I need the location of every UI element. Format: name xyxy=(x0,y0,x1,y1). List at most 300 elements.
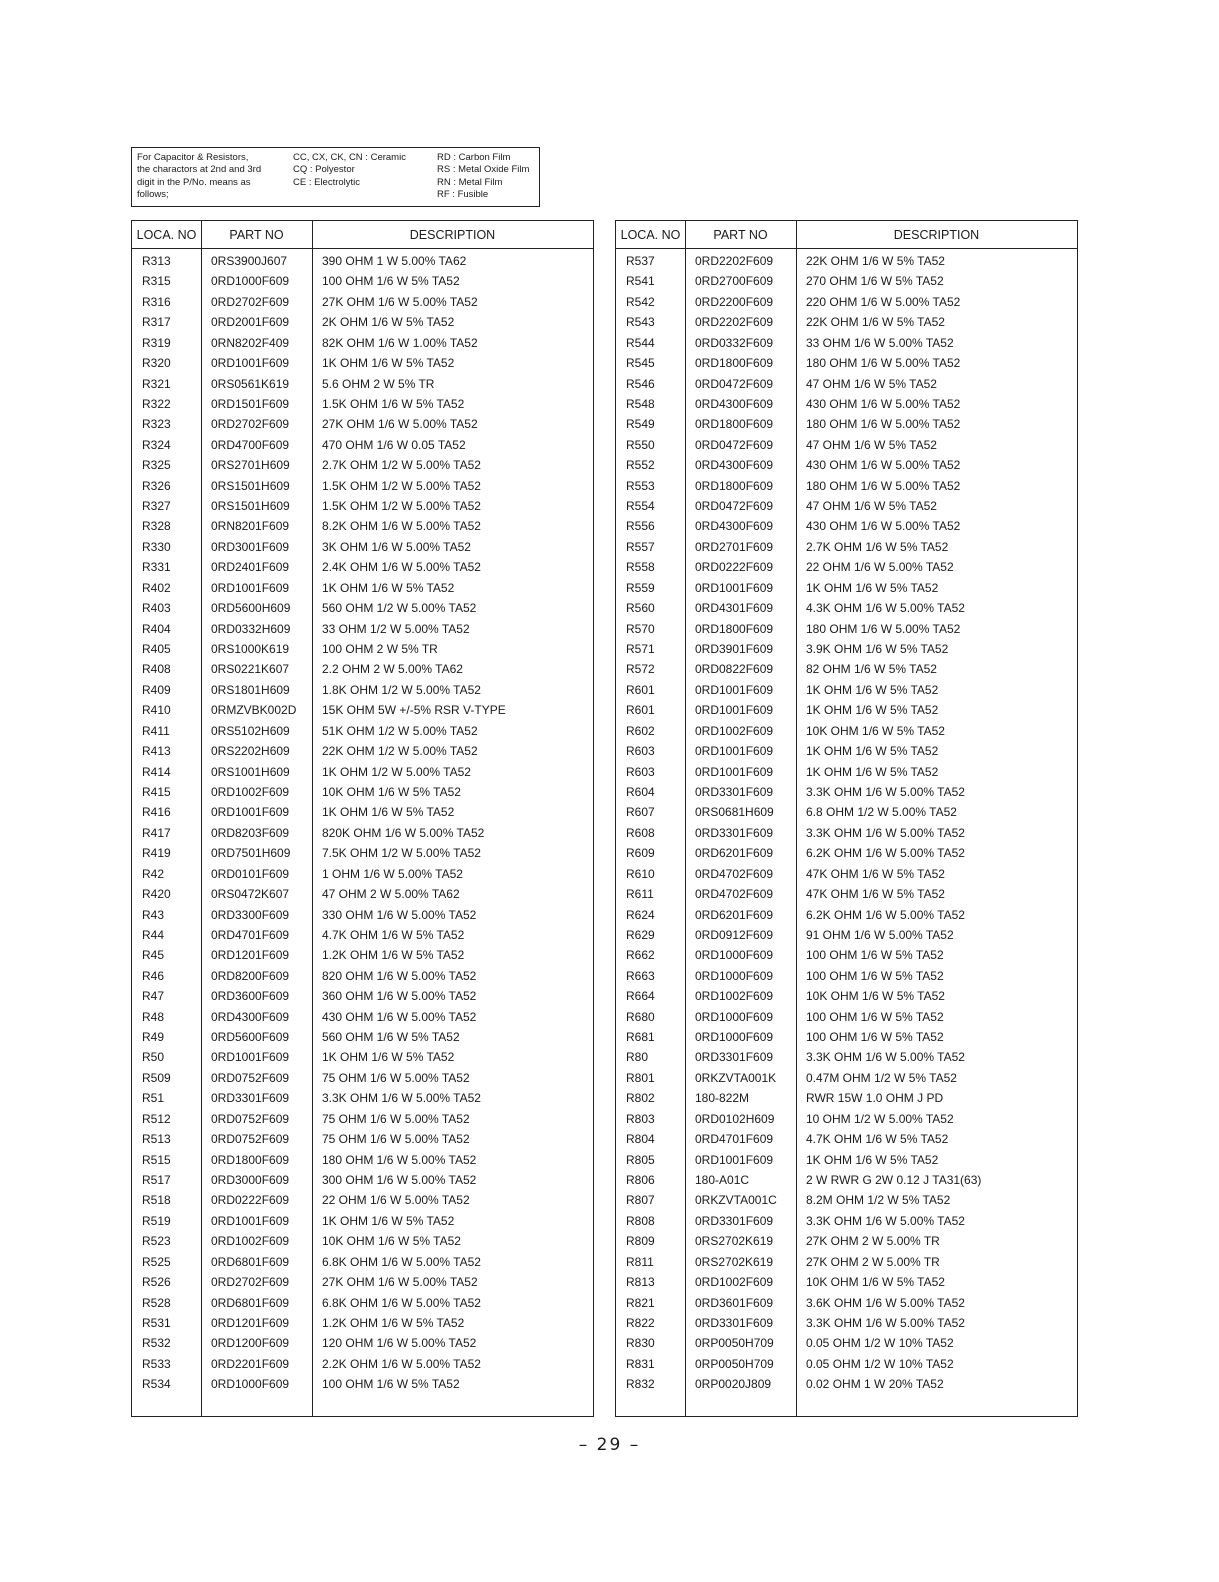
table-row xyxy=(616,1047,1077,1067)
loca-no-cell: R542 xyxy=(626,294,655,309)
description-cell: 100 OHM 1/6 W 5% TA52 xyxy=(322,1377,460,1392)
description-cell: 15K OHM 5W +/-5% RSR V-TYPE xyxy=(322,703,506,718)
loca-no-cell: R321 xyxy=(142,376,171,391)
loca-no-cell: R534 xyxy=(142,1377,171,1392)
table-row xyxy=(132,864,593,884)
loca-no-cell: R404 xyxy=(142,621,171,636)
table-row xyxy=(616,1170,1077,1190)
table-row xyxy=(132,374,593,394)
table-row xyxy=(616,1293,1077,1313)
loca-no-cell: R330 xyxy=(142,539,171,554)
part-no-cell: 0RD0912F609 xyxy=(695,927,774,942)
part-no-cell: 0RD2200F609 xyxy=(695,294,774,309)
loca-no-cell: R680 xyxy=(626,1009,655,1024)
loca-no-cell: R809 xyxy=(626,1234,655,1249)
description-cell: 1.5K OHM 1/2 W 5.00% TA52 xyxy=(322,478,481,493)
description-cell: 1K OHM 1/6 W 5% TA52 xyxy=(806,580,939,595)
part-no-cell: 0RD0752F609 xyxy=(211,1132,290,1147)
table-row xyxy=(132,1068,593,1088)
part-no-cell: 0RD2702F609 xyxy=(211,1275,290,1290)
table-row xyxy=(132,1129,593,1149)
part-no-cell: 0RD5600F609 xyxy=(211,1030,290,1045)
description-cell: 22K OHM 1/6 W 5% TA52 xyxy=(806,254,945,268)
loca-no-cell: R544 xyxy=(626,335,655,350)
loca-no-cell: R601 xyxy=(626,682,655,697)
description-cell: 1K OHM 1/6 W 5% TA52 xyxy=(322,356,455,371)
part-no-cell: 0RD1002F609 xyxy=(695,1275,774,1290)
part-no-cell: 0RD3301F609 xyxy=(211,1091,290,1106)
table-row xyxy=(132,619,593,639)
description-cell: 180 OHM 1/6 W 5.00% TA52 xyxy=(806,356,961,371)
table-row xyxy=(132,1252,593,1272)
table-row xyxy=(132,802,593,822)
part-no-cell: 0RD1000F609 xyxy=(211,1377,290,1392)
legend-line: RS : Metal Oxide Film xyxy=(437,164,530,176)
table-row xyxy=(616,1190,1077,1210)
table-row xyxy=(132,721,593,741)
part-no-cell: 0RD4700F609 xyxy=(211,437,290,452)
legend-line: RN : Metal Film xyxy=(437,176,503,188)
table-row xyxy=(132,986,593,1006)
table-row xyxy=(616,333,1077,353)
part-no-cell: 0RP0050H709 xyxy=(695,1356,774,1371)
description-cell: 120 OHM 1/6 W 5.00% TA52 xyxy=(322,1336,477,1351)
loca-no-cell: R663 xyxy=(626,968,655,983)
table-row xyxy=(132,659,593,679)
description-cell: 82 OHM 1/6 W 5% TA52 xyxy=(806,662,937,677)
legend-line: RF : Fusible xyxy=(437,189,489,201)
table-row xyxy=(132,966,593,986)
loca-no-cell: R624 xyxy=(626,907,655,922)
part-no-cell: 0RD6201F609 xyxy=(695,846,774,861)
description-cell: 22 OHM 1/6 W 5.00% TA52 xyxy=(806,560,954,575)
part-no-cell: 0RD1001F609 xyxy=(695,744,774,759)
loca-no-cell: R571 xyxy=(626,642,655,657)
table-row xyxy=(616,435,1077,455)
table-row xyxy=(616,986,1077,1006)
loca-no-cell: R532 xyxy=(142,1336,171,1351)
part-no-cell: 0RD3601F609 xyxy=(695,1295,774,1310)
table-row xyxy=(132,945,593,965)
description-cell: 10K OHM 1/6 W 5% TA52 xyxy=(806,989,945,1004)
table-row xyxy=(132,1088,593,1108)
description-cell: 1K OHM 1/6 W 5% TA52 xyxy=(806,703,939,718)
part-no-cell: 0RS2701H609 xyxy=(211,458,290,473)
table-row xyxy=(616,1150,1077,1170)
table-row xyxy=(616,802,1077,822)
part-no-cell: 0RD8200F609 xyxy=(211,968,290,983)
legend-line: digit in the P/No. means as xyxy=(137,176,251,188)
loca-no-cell: R608 xyxy=(626,825,655,840)
part-no-cell: 0RD0472F609 xyxy=(695,499,774,514)
part-no-cell: 0RD4301F609 xyxy=(695,601,774,616)
loca-no-cell: R402 xyxy=(142,580,171,595)
table-row xyxy=(616,414,1077,434)
part-no-cell: 0RD6801F609 xyxy=(211,1295,290,1310)
part-no-cell: 0RD3001F609 xyxy=(211,539,290,554)
loca-no-cell: R531 xyxy=(142,1315,171,1330)
part-no-cell: 0RD1001F609 xyxy=(211,1050,290,1065)
loca-no-cell: R411 xyxy=(142,723,170,738)
description-cell: 1K OHM 1/6 W 5% TA52 xyxy=(806,764,939,779)
table-row xyxy=(616,884,1077,904)
description-cell: 1K OHM 1/6 W 5% TA52 xyxy=(322,1050,455,1065)
description-cell: 27K OHM 1/6 W 5.00% TA52 xyxy=(322,294,478,309)
loca-no-cell: R533 xyxy=(142,1356,171,1371)
description-cell: 220 OHM 1/6 W 5.00% TA52 xyxy=(806,294,961,309)
description-cell: 91 OHM 1/6 W 5.00% TA52 xyxy=(806,927,954,942)
header-loca-no: LOCA. NO xyxy=(136,228,197,242)
table-row xyxy=(616,598,1077,618)
table-row xyxy=(616,251,1077,271)
table-row xyxy=(616,455,1077,475)
loca-no-cell: R609 xyxy=(626,846,655,861)
part-no-cell: 0RMZVBK002D xyxy=(211,703,297,718)
loca-no-cell: R603 xyxy=(626,764,655,779)
loca-no-cell: R45 xyxy=(142,948,165,963)
description-cell: 180 OHM 1/6 W 5.00% TA52 xyxy=(806,478,961,493)
description-cell: 560 OHM 1/2 W 5.00% TA52 xyxy=(322,601,477,616)
part-no-cell: 0RP0020J809 xyxy=(695,1377,772,1392)
part-no-cell: 0RD4300F609 xyxy=(695,396,774,411)
table-row xyxy=(616,1333,1077,1353)
table-row xyxy=(616,1211,1077,1231)
loca-no-cell: R415 xyxy=(142,784,171,799)
table-row xyxy=(616,864,1077,884)
description-cell: 0.02 OHM 1 W 20% TA52 xyxy=(806,1377,944,1392)
part-no-cell: 0RS2702K619 xyxy=(695,1234,774,1249)
table-row xyxy=(132,516,593,536)
part-no-cell: 0RD1001F609 xyxy=(211,580,290,595)
loca-no-cell: R512 xyxy=(142,1111,171,1126)
part-no-cell: 0RS2702K619 xyxy=(695,1254,774,1269)
table-row xyxy=(616,312,1077,332)
description-cell: 0.05 OHM 1/2 W 10% TA52 xyxy=(806,1336,954,1351)
part-no-cell: 0RKZVTA001C xyxy=(695,1193,777,1208)
description-cell: 470 OHM 1/6 W 0.05 TA52 xyxy=(322,437,466,452)
table-body xyxy=(132,251,593,1395)
table-row xyxy=(132,414,593,434)
loca-no-cell: R560 xyxy=(626,601,655,616)
part-no-cell: 0RD1000F609 xyxy=(695,1030,774,1045)
loca-no-cell: R807 xyxy=(626,1193,655,1208)
loca-no-cell: R808 xyxy=(626,1213,655,1228)
table-row xyxy=(616,1272,1077,1292)
part-no-cell: 0RD0102H609 xyxy=(695,1111,775,1126)
loca-no-cell: R515 xyxy=(142,1152,171,1167)
table-row xyxy=(132,1190,593,1210)
description-cell: 10K OHM 1/6 W 5% TA52 xyxy=(806,723,945,738)
loca-no-cell: R572 xyxy=(626,662,655,677)
description-cell: 0.47M OHM 1/2 W 5% TA52 xyxy=(806,1070,957,1085)
part-no-cell: 0RD0332H609 xyxy=(211,621,291,636)
table-row xyxy=(616,516,1077,536)
description-cell: 6.8K OHM 1/6 W 5.00% TA52 xyxy=(322,1295,481,1310)
part-no-cell: 0RD2700F609 xyxy=(695,274,774,289)
description-cell: 8.2K OHM 1/6 W 5.00% TA52 xyxy=(322,519,481,534)
loca-no-cell: R322 xyxy=(142,396,171,411)
table-row xyxy=(132,680,593,700)
loca-no-cell: R324 xyxy=(142,437,171,452)
description-cell: 1.2K OHM 1/6 W 5% TA52 xyxy=(322,1315,465,1330)
description-cell: 820 OHM 1/6 W 5.00% TA52 xyxy=(322,968,477,983)
table-row xyxy=(616,374,1077,394)
table-row xyxy=(616,1068,1077,1088)
table-row xyxy=(132,1211,593,1231)
part-no-cell: 0RD3301F609 xyxy=(695,1050,774,1065)
loca-no-cell: R80 xyxy=(626,1050,649,1065)
loca-no-cell: R328 xyxy=(142,519,171,534)
table-row xyxy=(132,1170,593,1190)
description-cell: 2.7K OHM 1/6 W 5% TA52 xyxy=(806,539,949,554)
part-no-cell: 0RS1501H609 xyxy=(211,499,290,514)
description-cell: 3.3K OHM 1/6 W 5.00% TA52 xyxy=(806,1050,965,1065)
table-row xyxy=(132,435,593,455)
part-no-cell: 0RD1002F609 xyxy=(211,784,290,799)
loca-no-cell: R554 xyxy=(626,499,655,514)
part-no-cell: 0RD3000F609 xyxy=(211,1172,290,1187)
table-row xyxy=(132,782,593,802)
loca-no-cell: R537 xyxy=(626,254,655,268)
loca-no-cell: R327 xyxy=(142,499,171,514)
table-row xyxy=(616,619,1077,639)
description-cell: 1.2K OHM 1/6 W 5% TA52 xyxy=(322,948,465,963)
loca-no-cell: R806 xyxy=(626,1172,655,1187)
part-no-cell: 0RD4300F609 xyxy=(695,519,774,534)
description-cell: 10K OHM 1/6 W 5% TA52 xyxy=(322,1234,461,1249)
part-no-cell: 0RS2202H609 xyxy=(211,744,290,759)
loca-no-cell: R47 xyxy=(142,989,165,1004)
part-no-cell: 180-822M xyxy=(695,1091,750,1106)
part-no-cell: 0RD1000F609 xyxy=(695,948,774,963)
description-cell: 47 OHM 1/6 W 5% TA52 xyxy=(806,437,937,452)
loca-no-cell: R517 xyxy=(142,1172,171,1187)
part-no-cell: 0RD4702F609 xyxy=(695,887,774,902)
table-row xyxy=(616,557,1077,577)
table-row xyxy=(616,1007,1077,1027)
description-cell: 3K OHM 1/6 W 5.00% TA52 xyxy=(322,539,471,554)
description-cell: 82K OHM 1/6 W 1.00% TA52 xyxy=(322,335,478,350)
description-cell: 10 OHM 1/2 W 5.00% TA52 xyxy=(806,1111,954,1126)
description-cell: 27K OHM 1/6 W 5.00% TA52 xyxy=(322,417,478,432)
table-row xyxy=(616,292,1077,312)
description-cell: 2K OHM 1/6 W 5% TA52 xyxy=(322,315,455,330)
part-no-cell: 0RD1000F609 xyxy=(695,1009,774,1024)
table-row xyxy=(132,333,593,353)
part-no-cell: 0RD1001F609 xyxy=(695,580,774,595)
description-cell: 27K OHM 1/6 W 5.00% TA52 xyxy=(322,1275,478,1290)
loca-no-cell: R419 xyxy=(142,846,171,861)
table-row xyxy=(616,1129,1077,1149)
loca-no-cell: R48 xyxy=(142,1009,165,1024)
table-row xyxy=(616,496,1077,516)
part-no-cell: 0RD2202F609 xyxy=(695,315,774,330)
part-no-cell: 0RD0752F609 xyxy=(211,1111,290,1126)
loca-no-cell: R681 xyxy=(626,1030,655,1045)
loca-no-cell: R49 xyxy=(142,1030,165,1045)
table-row xyxy=(132,557,593,577)
legend-line: follows; xyxy=(137,189,169,201)
description-cell: 2 W RWR G 2W 0.12 J TA31(63) xyxy=(806,1172,982,1187)
table-row xyxy=(132,762,593,782)
part-no-cell: 0RD3600F609 xyxy=(211,989,290,1004)
description-cell: 1.5K OHM 1/2 W 5.00% TA52 xyxy=(322,499,481,514)
table-row xyxy=(132,578,593,598)
description-cell: 1K OHM 1/6 W 5% TA52 xyxy=(806,1152,939,1167)
description-cell: 2.7K OHM 1/2 W 5.00% TA52 xyxy=(322,458,481,473)
part-no-cell: 180-A01C xyxy=(695,1172,750,1187)
table-row xyxy=(616,1088,1077,1108)
table-body xyxy=(616,251,1077,1395)
part-no-cell: 0RD0332F609 xyxy=(695,335,774,350)
table-row xyxy=(132,823,593,843)
header-description: DESCRIPTION xyxy=(409,228,496,242)
table-row xyxy=(132,925,593,945)
part-no-cell: 0RD1002F609 xyxy=(695,723,774,738)
description-cell: 1K OHM 1/6 W 5% TA52 xyxy=(322,805,455,820)
description-cell: 1K OHM 1/6 W 5% TA52 xyxy=(806,682,939,697)
loca-no-cell: R526 xyxy=(142,1275,171,1290)
part-no-cell: 0RS3900J607 xyxy=(211,254,288,268)
description-cell: 27K OHM 2 W 5.00% TR xyxy=(806,1234,940,1249)
loca-no-cell: R831 xyxy=(626,1356,655,1371)
table-row xyxy=(616,721,1077,741)
loca-no-cell: R320 xyxy=(142,356,171,371)
table-row xyxy=(132,1293,593,1313)
loca-no-cell: R319 xyxy=(142,335,171,350)
part-no-cell: 0RD1501F609 xyxy=(211,396,290,411)
table-row xyxy=(616,782,1077,802)
part-no-cell: 0RD2701F609 xyxy=(695,539,774,554)
table-row xyxy=(616,925,1077,945)
loca-no-cell: R43 xyxy=(142,907,165,922)
part-no-cell: 0RS0221K607 xyxy=(211,662,290,677)
loca-no-cell: R420 xyxy=(142,887,171,902)
loca-no-cell: R802 xyxy=(626,1091,655,1106)
loca-no-cell: R528 xyxy=(142,1295,171,1310)
part-no-cell: 0RD1001F609 xyxy=(211,1213,290,1228)
description-cell: 2.2K OHM 1/6 W 5.00% TA52 xyxy=(322,1356,481,1371)
description-cell: 1K OHM 1/6 W 5% TA52 xyxy=(322,580,455,595)
loca-no-cell: R662 xyxy=(626,948,655,963)
description-cell: 1K OHM 1/6 W 5% TA52 xyxy=(322,1213,455,1228)
table-row xyxy=(616,394,1077,414)
header-part-no: PART NO xyxy=(713,228,768,242)
description-cell: 180 OHM 1/6 W 5.00% TA52 xyxy=(806,417,961,432)
loca-no-cell: R822 xyxy=(626,1315,655,1330)
part-no-cell: 0RD4701F609 xyxy=(211,927,290,942)
table-row xyxy=(616,1313,1077,1333)
legend-line: the charactors at 2nd and 3rd xyxy=(137,164,262,176)
table-row xyxy=(132,251,593,271)
part-no-cell: 0RD1800F609 xyxy=(695,478,774,493)
description-cell: 100 OHM 1/6 W 5% TA52 xyxy=(806,948,944,963)
header-description: DESCRIPTION xyxy=(893,228,980,242)
table-row xyxy=(616,578,1077,598)
table-row xyxy=(132,1374,593,1394)
part-no-cell: 0RS5102H609 xyxy=(211,723,290,738)
part-no-cell: 0RD4702F609 xyxy=(695,866,774,881)
table-row xyxy=(132,884,593,904)
part-no-cell: 0RD0222F609 xyxy=(695,560,774,575)
description-cell: 22K OHM 1/2 W 5.00% TA52 xyxy=(322,744,478,759)
header-loca-no: LOCA. NO xyxy=(620,228,681,242)
loca-no-cell: R607 xyxy=(626,805,655,820)
parts-table-left xyxy=(131,220,594,1417)
table-row xyxy=(132,843,593,863)
loca-no-cell: R414 xyxy=(142,764,171,779)
loca-no-cell: R629 xyxy=(626,927,655,942)
part-no-cell: 0RS0561K619 xyxy=(211,376,290,391)
description-cell: 180 OHM 1/6 W 5.00% TA52 xyxy=(806,621,961,636)
loca-no-cell: R410 xyxy=(142,703,171,718)
loca-no-cell: R316 xyxy=(142,294,171,309)
part-no-cell: 0RD8203F609 xyxy=(211,825,290,840)
table-row xyxy=(616,353,1077,373)
part-no-cell: 0RD1002F609 xyxy=(211,1234,290,1249)
part-no-cell: 0RD0752F609 xyxy=(211,1070,290,1085)
loca-no-cell: R51 xyxy=(142,1091,165,1106)
loca-no-cell: R804 xyxy=(626,1132,655,1147)
loca-no-cell: R553 xyxy=(626,478,655,493)
loca-no-cell: R323 xyxy=(142,417,171,432)
description-cell: 51K OHM 1/2 W 5.00% TA52 xyxy=(322,723,478,738)
part-no-cell: 0RD6201F609 xyxy=(695,907,774,922)
part-no-cell: 0RD1201F609 xyxy=(211,948,290,963)
table-row xyxy=(616,1374,1077,1394)
table-row xyxy=(132,1007,593,1027)
table-row xyxy=(616,823,1077,843)
description-cell: 75 OHM 1/6 W 5.00% TA52 xyxy=(322,1070,470,1085)
part-no-cell: 0RP0050H709 xyxy=(695,1336,774,1351)
part-no-cell: 0RD1200F609 xyxy=(211,1336,290,1351)
loca-no-cell: R42 xyxy=(142,866,165,881)
description-cell: 2.2 OHM 2 W 5.00% TA62 xyxy=(322,662,463,677)
description-cell: 6.8K OHM 1/6 W 5.00% TA52 xyxy=(322,1254,481,1269)
description-cell: 1.8K OHM 1/2 W 5.00% TA52 xyxy=(322,682,481,697)
description-cell: 33 OHM 1/2 W 5.00% TA52 xyxy=(322,621,470,636)
loca-no-cell: R523 xyxy=(142,1234,171,1249)
table-row xyxy=(616,639,1077,659)
loca-no-cell: R610 xyxy=(626,866,655,881)
loca-no-cell: R519 xyxy=(142,1213,171,1228)
description-cell: 75 OHM 1/6 W 5.00% TA52 xyxy=(322,1132,470,1147)
table-row xyxy=(616,966,1077,986)
description-cell: 7.5K OHM 1/2 W 5.00% TA52 xyxy=(322,846,481,861)
table-row xyxy=(132,476,593,496)
table-row xyxy=(616,700,1077,720)
part-no-cell: 0RD1001F609 xyxy=(695,682,774,697)
description-cell: 0.05 OHM 1/2 W 10% TA52 xyxy=(806,1356,954,1371)
description-cell: 47 OHM 1/6 W 5% TA52 xyxy=(806,499,937,514)
table-row xyxy=(132,1109,593,1129)
description-cell: 270 OHM 1/6 W 5% TA52 xyxy=(806,274,944,289)
description-cell: 100 OHM 1/6 W 5% TA52 xyxy=(806,1009,944,1024)
table-header xyxy=(616,221,1077,249)
table-row xyxy=(616,680,1077,700)
table-row xyxy=(132,496,593,516)
part-no-cell: 0RD1201F609 xyxy=(211,1315,290,1330)
description-cell: 47K OHM 1/6 W 5% TA52 xyxy=(806,866,945,881)
part-no-cell: 0RS1501H609 xyxy=(211,478,290,493)
part-no-cell: 0RD3300F609 xyxy=(211,907,290,922)
part-no-cell: 0RD0101F609 xyxy=(211,866,290,881)
loca-no-cell: R326 xyxy=(142,478,171,493)
part-no-cell: 0RD1000F609 xyxy=(695,968,774,983)
loca-no-cell: R417 xyxy=(142,825,171,840)
part-no-cell: 0RD1800F609 xyxy=(211,1152,290,1167)
part-no-cell: 0RKZVTA001K xyxy=(695,1070,777,1085)
